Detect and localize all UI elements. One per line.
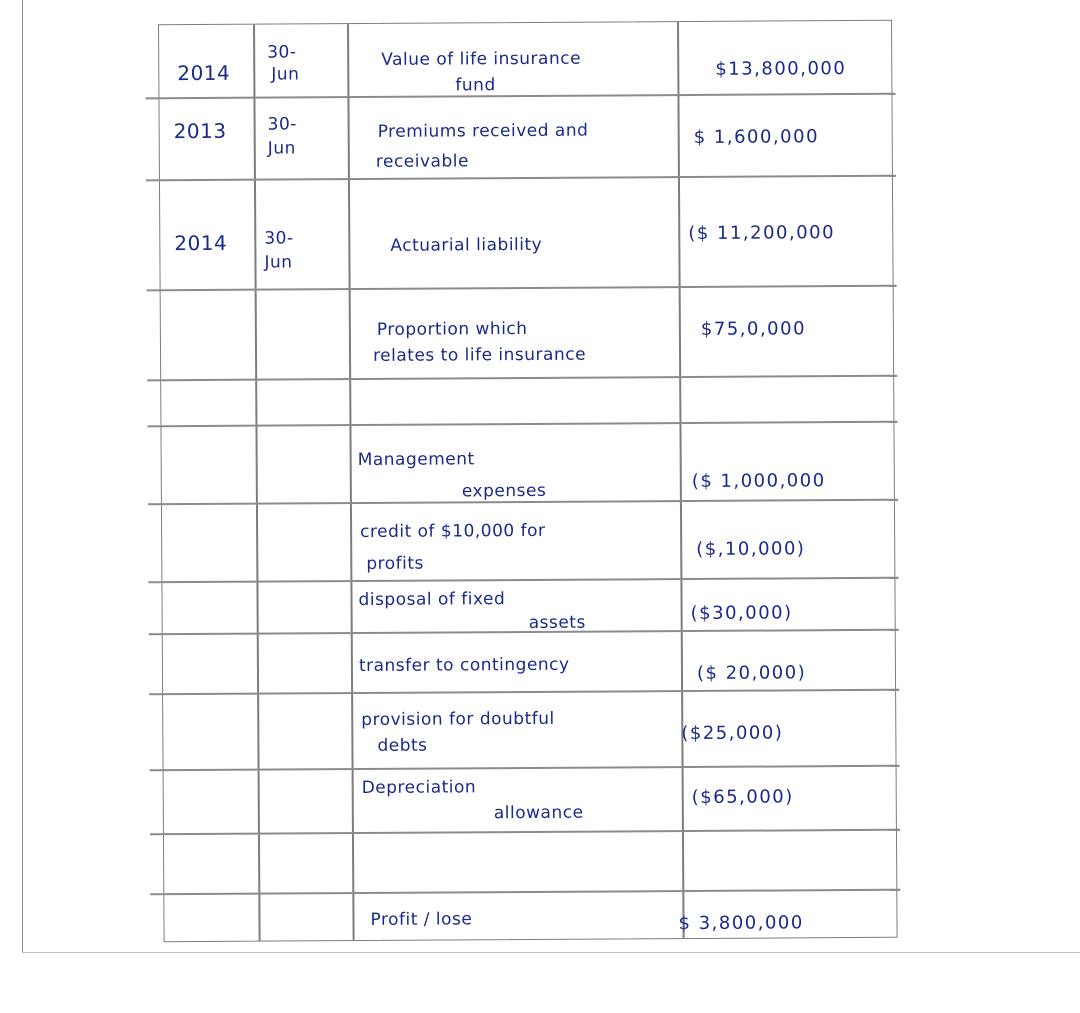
year-cell: 2014 xyxy=(174,230,228,256)
date-cell-line2: Jun xyxy=(267,138,296,159)
description-line1: transfer to contingency xyxy=(358,654,570,677)
date-cell-line2: Jun xyxy=(271,64,300,85)
row-divider xyxy=(146,175,896,181)
date-cell-line1: 30- xyxy=(264,228,294,249)
date-cell-line2: Jun xyxy=(264,252,293,273)
row-divider xyxy=(145,93,895,99)
column-divider-description xyxy=(677,22,684,938)
row-divider xyxy=(147,285,897,291)
row-divider xyxy=(147,421,897,427)
description-line2: receivable xyxy=(375,151,469,172)
date-cell-line1: 30- xyxy=(267,114,297,135)
description-line1: Depreciation xyxy=(361,777,477,799)
description-line2: assets xyxy=(528,612,586,633)
amount-cell: $ 1,600,000 xyxy=(693,126,820,148)
description-line2: relates to life insurance xyxy=(372,344,587,366)
amount-cell: $ 3,800,000 xyxy=(678,912,804,935)
row-divider xyxy=(149,689,899,695)
amount-cell: ($ 20,000) xyxy=(696,662,807,684)
row-divider xyxy=(148,577,898,583)
row-divider xyxy=(149,629,899,635)
amount-cell: ($ 11,200,000 xyxy=(688,222,836,245)
row-divider xyxy=(150,829,900,835)
description-line1: Actuarial liability xyxy=(390,234,543,256)
year-cell: 2013 xyxy=(173,118,227,144)
row-divider xyxy=(150,889,900,895)
description-line1: disposal of fixed xyxy=(358,589,506,611)
description-line1: Profit / lose xyxy=(370,909,473,930)
amount-cell: ($ 1,000,000 xyxy=(691,470,826,492)
amount-cell: ($65,000) xyxy=(691,786,794,808)
amount-cell: ($25,000) xyxy=(681,722,784,745)
description-line2: profits xyxy=(366,553,424,574)
scan-page-edge xyxy=(22,0,23,952)
scan-page-bottom-edge xyxy=(22,952,1080,953)
column-divider-date xyxy=(347,24,354,940)
description-line2: allowance xyxy=(493,802,584,824)
description-line1: Premiums received and xyxy=(377,120,589,142)
description-line1: Management xyxy=(357,449,475,471)
description-line1: Proportion which xyxy=(376,318,528,340)
description-line1: provision for doubtful xyxy=(361,708,555,731)
description-line2: debts xyxy=(377,735,428,756)
description-line2: fund xyxy=(455,75,496,96)
row-divider xyxy=(147,375,897,381)
row-divider xyxy=(150,765,900,771)
description-line1: credit of $10,000 for xyxy=(360,520,546,543)
amount-cell: ($30,000) xyxy=(690,602,793,624)
column-divider-year xyxy=(253,25,260,941)
amount-cell: ($,10,000) xyxy=(696,538,806,560)
description-line1: Value of life insurance xyxy=(381,48,582,70)
date-cell-line1: 30- xyxy=(267,42,297,63)
amount-cell: $13,800,000 xyxy=(715,58,847,80)
description-line2: expenses xyxy=(461,480,547,502)
amount-cell: $75,0,000 xyxy=(700,318,807,340)
ledger-table xyxy=(158,20,898,942)
year-cell: 2014 xyxy=(177,60,231,86)
